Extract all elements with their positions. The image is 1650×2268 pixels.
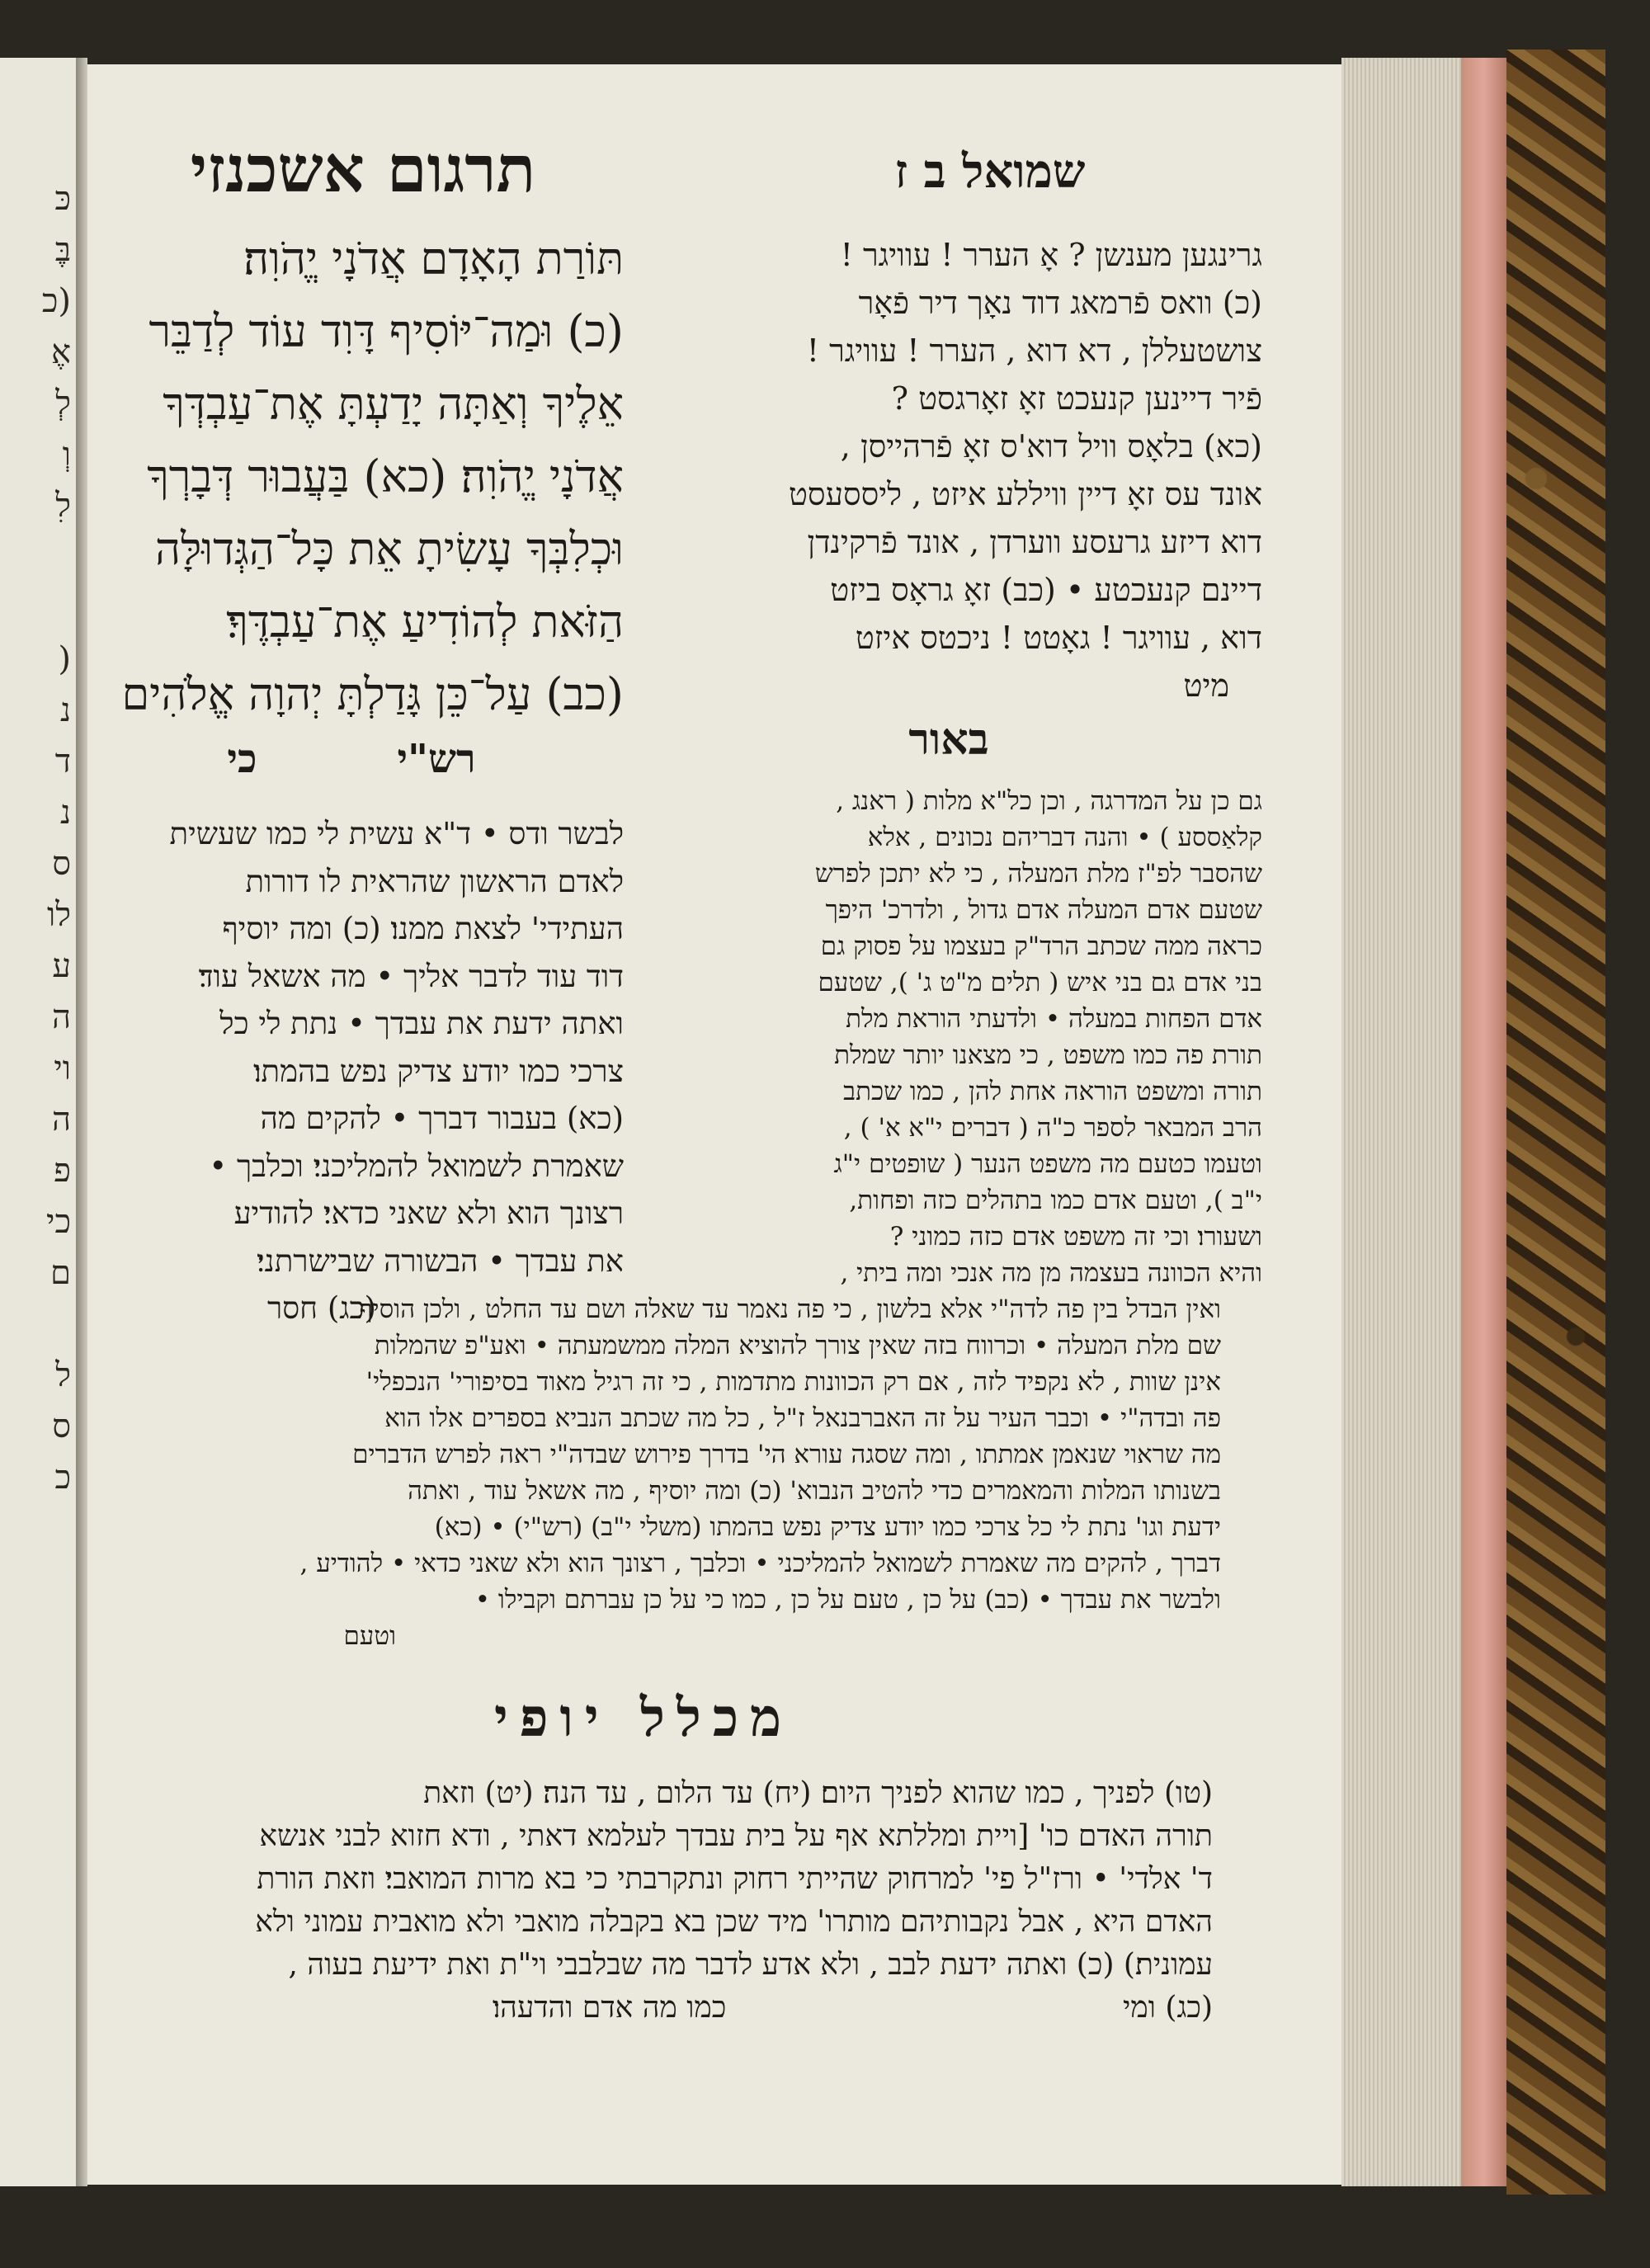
biur-line: י"ב ), וטעם אדם כמו בתהלים כזה ופחות, [849, 1186, 1262, 1215]
scripture-line: (כ) וּמַה־יּוֹסִיף דָּוִד עוֹד לְדַבֵּר [148, 305, 624, 357]
biur-wide-line: דברך , להקים מה שאמרת לשמואל להמליכני • וכלבך , רצונך הוא ולא שאני כדאי • להודיע , [299, 1549, 1221, 1578]
yiddish-line: דוא דיזע גרעסע ווערדן , אונד פֿרקינדן [807, 524, 1262, 560]
rashi-line: צרכי כמו יודע צדיק נפש בהמתו׃ [253, 1053, 624, 1089]
mikhlal-line: האדם היא , אבל נקבותיהם מותרו' מיד שכן בא בקבלה מואבי ולא מואבית עמוני ולא [255, 1905, 1213, 1939]
yiddish-translation [635, 231, 1262, 710]
scripture-line: אֵלֶיךָ וְאַתָּה יָדַעְתָּ אֶת־עַבְדְּךָ [163, 378, 624, 430]
mikhlal-yofi-heading: מכלל יופי [493, 1687, 794, 1749]
biur-line: כראה ממה שכתב הרד"ק בעצמו על פסוק גם [820, 931, 1262, 961]
rashi-line: שאמרת לשמואל להמליכני׃ וכלבך • [209, 1148, 624, 1184]
yiddish-line: (כ) וואס פֿרמאג דוד נאָך דיר פֿאָר [858, 285, 1262, 321]
yiddish-line: דיינם קנעכטע • (כב) זאָ גראָס ביזט [830, 572, 1262, 608]
scripture-line: תּוֹרַת הָאָדָם אֲדֹנָי יֱהֹוִה׃ [243, 233, 624, 285]
rashi-line: את עבדך • הבשורה שבישרתני׃ [256, 1242, 624, 1279]
mikhlal-yofi-commentary [107, 1772, 1213, 2030]
biur-wide-line: ידעת וגו' נתת לי כל צרכי כמו יודע צדיק נפש בהמתו (משלי י"ב) (רש"י) • (כא) [434, 1512, 1221, 1542]
scripture-line: וּכְלִבְּךָ עָשִׂיתָ אֵת כָּל־הַגְּדוּלָּה [154, 523, 624, 575]
yiddish-line: מיט [1183, 667, 1229, 704]
biur-commentary [635, 783, 1262, 1291]
rashi-line: לאדם הראשון שהראית לו דורות [245, 863, 624, 899]
rashi-line: העתידי' לצאת ממנו׃ (כ) ומה יוסיף [222, 911, 624, 946]
rashi-commentary [79, 810, 624, 1332]
mikhlal-line: תורה האדם כו' [ויית ומללתא אף על בית עבדך לעלמא דאתי , ודא חזוא לבני אנשא [259, 1819, 1213, 1853]
yiddish-line: צושטעללן , דא דוא , הערר ! עוויגר ! [806, 332, 1262, 369]
rashi-line: דוד עוד לדבר אליך • מה אשאל עוד׃ [198, 958, 624, 994]
scripture-line: אֲדֹנָי יֱהֹוִה׃ (כא) בַּעֲבוּר דְּבָרְךָ [147, 450, 624, 502]
biur-line: תורת פה כמו משפט , כי מצאנו יותר שמלת [834, 1040, 1262, 1070]
biur-line: קלאַססע ) • והנה דבריהם נכונים , אלא [867, 823, 1262, 852]
biur-heading: באור [908, 714, 989, 765]
rashi-line: (כג) חסר [266, 1290, 376, 1326]
facing-page-text: כּ בֶּ (כ אֶ לְ וְ לִ ( נ ד נ ס לו ע ה וי ה פ כי ם ל ס כ [41, 180, 71, 1497]
biur-wide-line: שם מלת המעלה • וכרווח בזה שאין צורך להוציא המלה ממשמעתה • ואע"פ שהמלות [374, 1331, 1221, 1360]
rashi-heading: רש"י [397, 736, 476, 782]
biur-wide-line: בשנותו המלות והמאמרים כדי להטיב הנבוא' (כ) ומה יוסיף , מה אשאל עוד , ואתה [408, 1476, 1221, 1506]
page-edges [1341, 58, 1506, 2186]
biur-continuation [116, 1291, 1221, 1654]
rashi-line: רצונך הוא ולא שאני כדאי׃ להודיע [233, 1195, 624, 1231]
rashi-catchword: כי [227, 736, 257, 782]
biur-wide-line: ואין הבדל בין פה לדה"י אלא בלשון , כי פה נאמר עד שאלה ושם עד החלט , ולכן הוסיף [359, 1294, 1221, 1324]
biur-wide-line: אינן שוות , לא נקפיד לזה , אם רק הכוונות מתדמות , כי זה רגיל מאוד בסיפורי' הנכפלי' [365, 1367, 1221, 1397]
biur-wide-line: וטעם [343, 1621, 396, 1651]
biur-line: תורה ומשפט הוראה אחת להן , כמו שכתב [843, 1077, 1262, 1106]
running-head-shmuel: שמואל ב ז [894, 144, 1086, 199]
scripture-line: (כב) עַל־כֵּן גָּדַלְתָּ יְהוָה אֱלֹהִים [121, 668, 624, 720]
rashi-heading-row [79, 736, 624, 782]
biur-line: וטעמו כטעם מה משפט הנער ( שופטים י"ג [833, 1149, 1262, 1179]
yiddish-line: פֿיר דיינען קנעכט זאָ זאָרגסט ? [891, 380, 1262, 417]
yiddish-line: גרינגען מענשן ? אָ הערר ! עוויגר ! [840, 237, 1262, 273]
rashi-line: (כא) בעבור דברך • להקים מה [260, 1101, 624, 1136]
translation-column [635, 198, 1262, 1291]
biur-wide-line: מה שראוי שנאמן אמתתו , ומה שסגה עורא הי' בדרך פירוש שבדה"י ראה לפרש הדברים [352, 1440, 1221, 1469]
yiddish-line: דוא , עוויגר ! גאָטט ! ניכטס איזט [855, 620, 1262, 656]
biur-line: אדם הפחות במעלה • ולדעתי הוראת מלת [846, 1004, 1262, 1034]
hebrew-column [79, 223, 624, 1332]
hebrew-scripture [79, 223, 624, 731]
biur-line: הרב המבאר לספר כ"ה ( דברים י"א א' ) , [843, 1113, 1262, 1143]
yiddish-line: (כא) בלאָס וויל דוא'ס זאָ פֿרהייסן , [840, 428, 1262, 464]
red-edge [1461, 58, 1506, 2186]
mikhlal-line: (כג) ומי כמו מה אדם והדעהו׃ [492, 1991, 1213, 2025]
rashi-line: ואתה ידעת את עבדך • נתת לי כל [219, 1006, 624, 1041]
rashi-line: לבשר ודס • ד"א עשית לי כמו שעשית [169, 816, 624, 851]
running-head-targum: תרגום אשכנזי [190, 132, 536, 207]
biur-line: גם כן על המדרגה , וכן כל"א מלות ( ראנג , [836, 786, 1262, 816]
mikhlal-line: עמונית׃) (כ) ואתה ידעת לבב , ולא אדע לדבר מה שבלבבי וי"ת ואת ידיעת בעוה , [288, 1948, 1213, 1982]
mikhlal-line: ד' אלדי' • ורז"ל פי' למרחוק שהייתי רחוק ונתקרבתי כי בא מרות המואבי׃ וזאת הורת [257, 1862, 1213, 1896]
facing-page-fragment [0, 58, 78, 2186]
biur-line: והיא הכוונה בעצמה מן מה אנכי ומה ביתי , [840, 1258, 1262, 1288]
biur-line: שהסבר לפ"ז מלת המעלה , כי לא יתכן לפרש [814, 859, 1262, 889]
biur-wide-line: ולבשר את עבדך • (כב) על כן , טעם על כן , כמו כי על כן עברתם וקבילו • [474, 1585, 1221, 1615]
biur-line: שטעם אדם המעלה אדם גדול , ולדרכ' היפך [825, 895, 1262, 925]
yiddish-line: אונד עס זאָ דיין וויללע איזט , ליססעסט [788, 476, 1262, 512]
biur-wide-line: פה ובדה"י • וכבר העיר על זה האברבנאל ז"ל , כל מה שכתב הנביא בספרים אלו הוא [384, 1403, 1221, 1433]
biur-line: ושעורו׃ וכי זה משפט אדם כזה כמוני ? [889, 1222, 1262, 1252]
scripture-line: הַזֹּאת לְהוֹדִיעַ אֶת־עַבְדֶּךָ׃ [226, 596, 624, 648]
biur-line: בני אדם גם בני איש ( תלים מ"ט ג' ), שטעם [818, 968, 1262, 997]
mikhlal-line: (טו) לפניך , כמו שהוא לפניך היום׃ (יח) עד הלום , עד הנה׃ (יט) וזאת [423, 1776, 1213, 1810]
marbled-cover [1506, 50, 1605, 2195]
